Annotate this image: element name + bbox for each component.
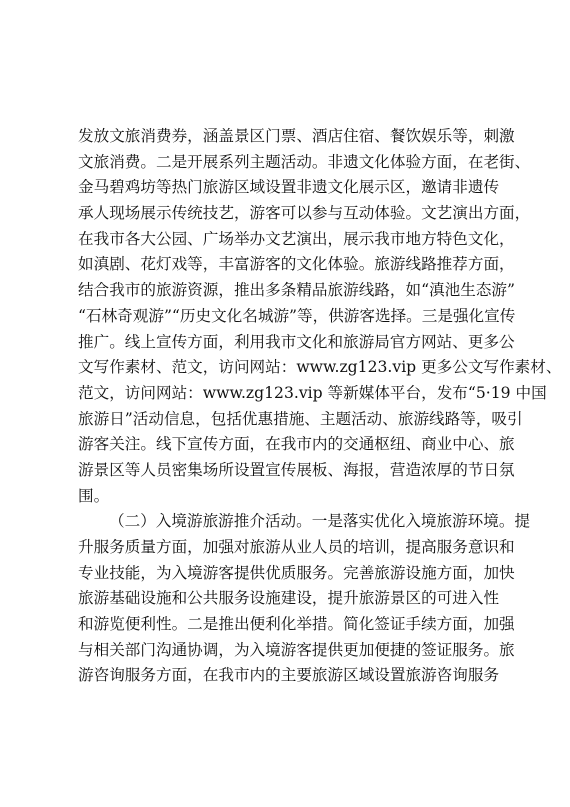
text-line: 如滇剧、花灯戏等，丰富游客的文化体验。旅游线路推荐方面， [78,255,515,274]
text-line: 在我市各大公园、广场举办文艺演出，展示我市地方特色文化， [78,229,515,248]
text-line: “石林奇观游”“历史文化名城游”等，供游客选择。三是强化宣传 [78,306,516,325]
text-line: 文写作素材、范文，访问网站：www.zg123.vip 更多公文写作素材、 [78,358,562,377]
text-line: 结合我市的旅游资源，推出多条精品旅游线路，如“滇池生态游” [78,281,515,300]
text-line: 和游览便利性。二是推出便利化举措。简化签证手续方面，加强 [78,615,515,634]
text-line: 游客关注。线下宣传方面，在我市内的交通枢纽、商业中心、旅 [78,435,515,454]
section-heading-line: （二）入境游旅游推介活动。一是落实优化入境旅游环境。提 [109,512,531,531]
text-line: 范文，访问网站：www.zg123.vip 等新媒体平台，发布“5·19 中国 [78,383,547,402]
text-line: 旅游基础设施和公共服务设施建设，提升旅游景区的可进入性 [78,589,500,608]
text-line: 围。 [78,486,110,505]
text-line: 发放文旅消费券，涵盖景区门票、酒店住宿、餐饮娱乐等，刺激 [78,127,515,145]
text-line: 承人现场展示传统技艺，游客可以参与互动体验。文艺演出方面， [78,204,531,223]
text-line: 旅游日”活动信息，包括优惠措施、主题活动、旅游线路等，吸引 [78,409,523,428]
text-line: 文旅消费。二是开展系列主题活动。非遗文化体验方面，在老街、 [78,152,531,171]
text-line: 升服务质量方面，加强对旅游从业人员的培训，提高服务意识和 [78,538,515,556]
text-line: 与相关部门沟通协调，为入境游客提供更加便捷的签证服务。旅 [78,640,515,659]
text-line: 游景区等人员密集场所设置宣传展板、海报，营造浓厚的节日氛 [78,460,515,479]
text-line: 推广。线上宣传方面，利用我市文化和旅游局官方网站、更多公 [78,332,515,351]
text-line: 专业技能，为入境游客提供优质服务。完善旅游设施方面，加快 [78,563,515,582]
text-line: 金马碧鸡坊等热门旅游区域设置非遗文化展示区，邀请非遗传 [78,178,500,197]
body-text [78,124,562,689]
text-line: 游咨询服务方面，在我市内的主要旅游区域设置旅游咨询服务 [78,666,500,685]
